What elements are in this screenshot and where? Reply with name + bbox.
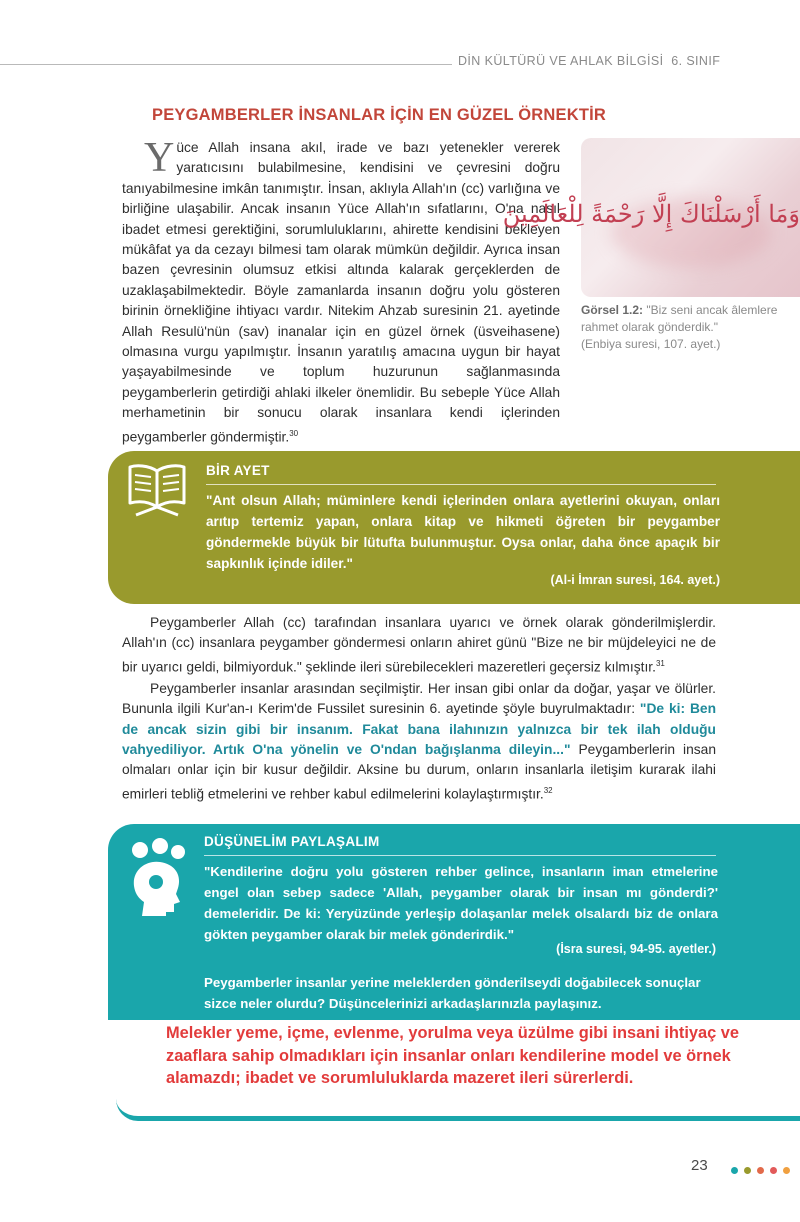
drop-cap: Y [144, 135, 175, 181]
footnote-ref: 31 [655, 658, 665, 668]
ayet-text: "Ant olsun Allah; müminlere kendi içlerinden onlara ayetlerini okuyan, onları arıtıp tertemiz yapan, onlara kitap ve hikmeti öğreten bir peygamber göndermekle büyük bir lütufta bulunmuştur. Oysa onlar, daha önce apaçık bir sapkınlık içinde idiler." [206, 493, 720, 571]
ayet-box [108, 451, 800, 604]
footnote-ref: 32 [543, 785, 553, 795]
p1-text: Peygamberler Allah (cc) tarafından insanlara uyarıcı ve örnek olarak gönderilmişlerdir. Allah'ın (cc) insanlara peygamber göndermesi onların ahiret günü "Bize ne bir müjdeleyici ne de bir uyarıcı geldi, bilmiyorduk." şeklinde ileri sürebilecekleri mazeretleri geçersiz kılmıştır. [122, 615, 716, 675]
figure-source: (Enbiya suresi, 107. ayet.) [581, 337, 721, 351]
answer-area [116, 1020, 800, 1121]
footnote-ref: 30 [289, 428, 299, 438]
figure-caption [581, 302, 781, 353]
color-dots [731, 1161, 796, 1179]
figure-label: Görsel 1.2: [581, 303, 644, 317]
dusunelim-quote: "Kendilerine doğru yolu gösteren rehber gelince, insanların iman etmelerine engel olan sebep sadece 'Allah, peygamber olarak bir insan mı gönderdi?' demeleridir. De ki: Yeryüzünde yerleşip dolaşanlar melek olsalardı biz de onlara gökten peygamber olarak bir melek gönderirdik." [204, 864, 718, 942]
dot-2 [744, 1167, 751, 1174]
dot-4 [770, 1167, 777, 1174]
running-header [458, 54, 720, 68]
header-subject: DİN KÜLTÜRÜ VE AHLAK BİLGİSİ [458, 54, 664, 68]
thinking-head-icon [126, 836, 190, 916]
header-rule [0, 64, 452, 65]
figure-caption-text: "Biz seni ancak âlemlere rahmet olarak gönderdik." [581, 303, 778, 334]
p2-start: Peygamberler insanlar arasından seçilmiştir. Her insan gibi onlar da doğar, yaşar ve ölürler. Bununla ilgili Kur'an-ı Kerim'de Fussilet suresinin 6. ayetinde şöyle buyrulmaktadır: [122, 680, 716, 717]
page-number: 23 [691, 1157, 708, 1174]
body-paragraph-2 [122, 679, 716, 805]
dusunelim-rule [204, 855, 716, 856]
student-answer: Melekler yeme, içme, evlenme, yorulma veya üzülme gibi insani ihtiyaç ve zaaflara sahip olmadıkları için insanlar onları kendilerine model ve örnek alamazdı; ibadet ve sorumluluklarda mazeret ileri sürerlerdi. [166, 1024, 740, 1087]
dusunelim-box [108, 824, 800, 1020]
intro-text: üce Allah insana akıl, irade ve bazı yetenekler vererek yaratıcısını bulabilmesine, kendisini ve çevresini doğru tanıyabilmesine imkân tanımıştır. İnsan, aklıyla Allah'ın (cc) varlığına ve birliğine ulaşabilir. Ancak insanın Yüce Allah'ın sıfatlarını, O'na nasıl ibadet etmesi gerektiğini, sorumluluklarını, ahirette kendisini bekleyen mükâfat ya da cezayı bilmesi tam olarak mümkün değildir. Ayrıca insan bazen çevresinin olumsuz etkisi altında kalarak gerçeklerden de uzaklaşabilmektedir. Böyle zamanlarda insanın doğru yolu gösteren birinin örnekliğine ihtiyacı vardır. Nitekim Ahzab suresinin 21. ayetinde Allah Resulü'nün (sav) inanalar için en güzel örnek (üsveihasene) olmasına vurgu yapılmıştır. İnsanın yaratılış amacına uygun bir hayat yaşayabilmesinde ve toplum huzurunun sağlanmasında peygamberlerin getirdiği ahlaki ilkeler önemlidir. Bu sebeple Yüce Allah merhametinin bir sonucu olarak insanlara kendi içlerinden peygamberler göndermiştir. [122, 140, 560, 445]
dot-5 [783, 1167, 790, 1174]
body-paragraph-1 [122, 613, 716, 678]
ayet-heading: BİR AYET [206, 463, 270, 478]
dot-1 [731, 1167, 738, 1174]
header-grade: 6. SINIF [671, 54, 721, 68]
ayet-rule [206, 484, 716, 485]
intro-paragraph [122, 135, 560, 448]
dusunelim-heading: DÜŞÜNELİM PAYLAŞALIM [204, 834, 380, 849]
body-text [122, 613, 716, 806]
p2-end: Peygamberlerin insan olmaları onlar için bir kusur değildir. Aksine bu durum, onların insanlarla iletişim kurarak ilahi emirleri tebliğ etmelerini ve rehber kabul edilmelerini kolaylaştırmıştır. [122, 742, 716, 802]
dot-3 [757, 1167, 764, 1174]
quoted-verse: "De ki: Ben de ancak sizin gibi bir insanım. Fakat bana ilahınızın yalnızca bir tek ilah olduğu vahyediliyor. Artık O'na yönelin ve O'ndan bağışlanma dileyin..." [122, 701, 717, 758]
dusunelim-question: Peygamberler insanlar yerine meleklerden gönderilseydi doğabilecek sonuçlar sizce neler olurdu? Düşüncelerinizi arkadaşlarınızla paylaşınız. [204, 975, 701, 1011]
section-title: PEYGAMBERLER İNSANLAR İÇİN EN GÜZEL ÖRNEKTİR [152, 106, 607, 124]
calligraphy-image [502, 138, 800, 297]
dusunelim-source: (İsra suresi, 94-95. ayetler.) [556, 942, 716, 956]
open-book-icon [126, 461, 188, 517]
ayet-source: (Al-i İmran suresi, 164. ayet.) [550, 573, 720, 587]
arabic-calligraphy: وَمَا أَرْسَلْنَاكَ إِلَّا رَحْمَةً لِلْعَالَمِينَ [502, 200, 800, 228]
